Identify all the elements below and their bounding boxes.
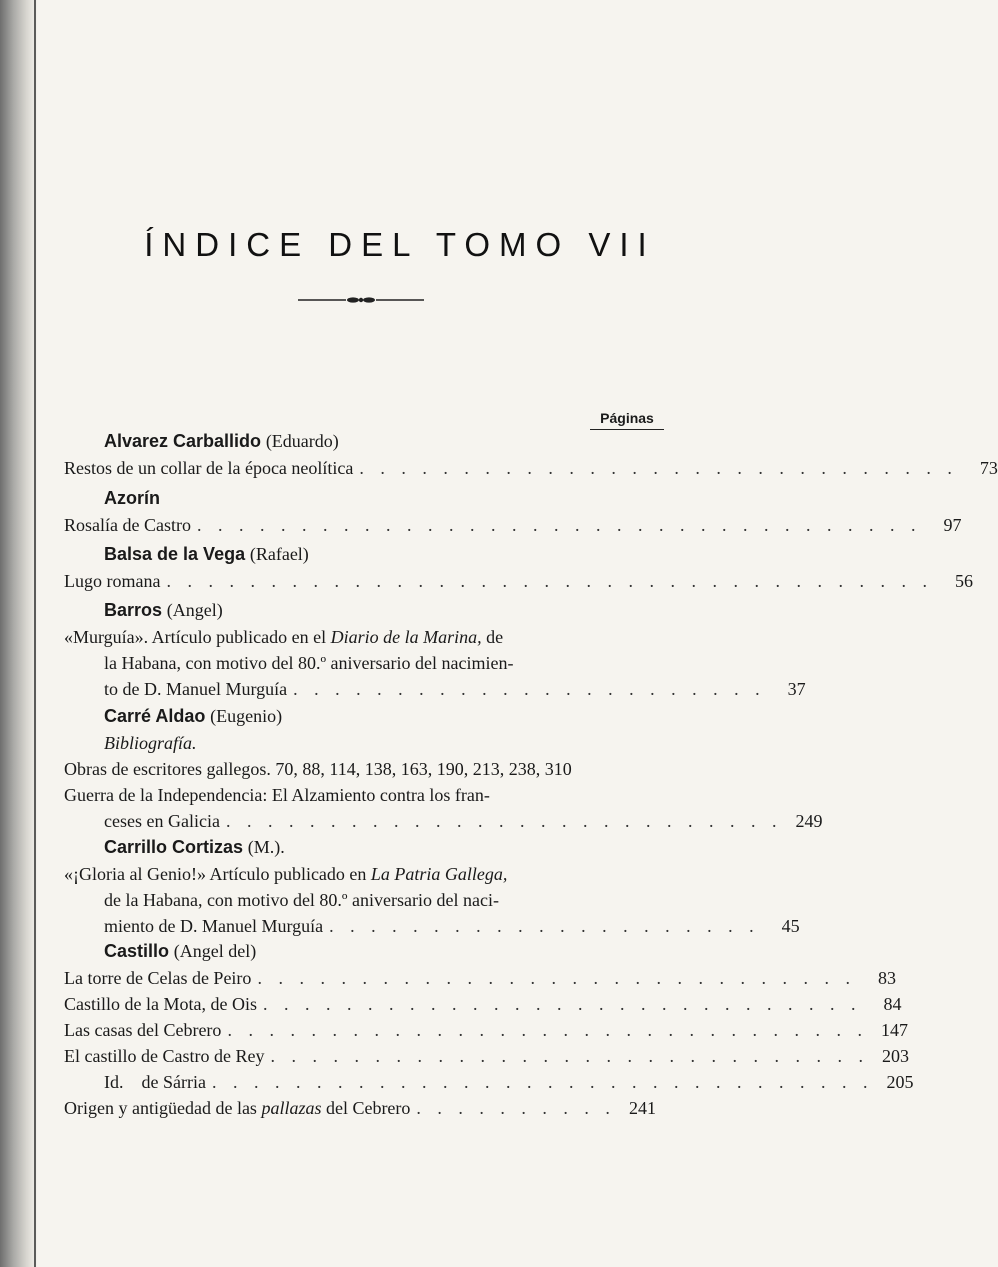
index-entry: «Murguía». Artículo publicado en el Diario de la Marina, de la Habana, con motivo del 80.º aniversario del nacimien- to de D. Manuel Murguía . . . . . . . . . . . . . . . . . . . . . . . 37 xyxy=(64,624,656,702)
entry-title: Restos de un collar de la época neolítica xyxy=(64,458,354,478)
index-section-balsa xyxy=(64,541,973,594)
entry-text: de la Habana, con motivo del 80.º aniversario del naci- xyxy=(104,890,499,910)
entry-title: miento de D. Manuel Murguía xyxy=(104,916,324,936)
entry-page: 83 xyxy=(877,968,896,988)
entry-title: La torre de Celas de Peiro xyxy=(64,968,252,988)
entry-title: Las casas del Cebrero xyxy=(64,1020,222,1040)
entry-title: Castillo de la Mota, de Ois xyxy=(64,994,257,1014)
entry-title: El castillo de Castro de Rey xyxy=(64,1046,265,1066)
entry-text: «¡Gloria al Genio!» Artículo publicado en xyxy=(64,864,371,884)
index-entry: Origen y antigüedad de las pallazas del Cebrero . . . . . . . . . . 241 xyxy=(64,1095,656,1121)
entry-page: 249 xyxy=(795,811,823,831)
entry-text: de xyxy=(481,627,504,647)
entry-page: 45 xyxy=(781,916,800,936)
section-subtitle: Bibliografía. xyxy=(104,733,197,753)
entry-page: 37 xyxy=(787,679,806,699)
entry-page: 73 xyxy=(979,458,998,478)
pages-column-header: Páginas xyxy=(590,410,664,430)
entry-page: 84 xyxy=(883,994,902,1014)
entry-text: Guerra de la Independencia: El Alzamiento contra los fran- xyxy=(64,785,490,805)
entry-page: 203 xyxy=(881,1046,909,1066)
author-heading xyxy=(104,485,656,512)
author-given-name: (Rafael) xyxy=(249,544,309,564)
index-entry: Las casas del Cebrero . . . . . . . . . . . . . . . . . . . . . . . . . . . . . . . 147 xyxy=(64,1017,656,1043)
author-given-name: (M.). xyxy=(247,837,285,857)
index-section-azorin xyxy=(64,485,962,538)
author-surname: Carré Aldao xyxy=(104,706,206,726)
page-title: ÍNDICE DEL TOMO VII xyxy=(144,226,656,263)
author-given-name: (Eduardo) xyxy=(265,431,339,451)
entry-text: «Murguía». Artículo publicado en el xyxy=(64,627,331,647)
entry-page: 97 xyxy=(943,515,962,535)
index-section-barros xyxy=(64,597,806,702)
author-heading xyxy=(104,938,656,965)
author-surname: Balsa de la Vega xyxy=(104,544,246,564)
entry-page: 241 xyxy=(629,1098,656,1118)
binding-line xyxy=(34,0,36,1267)
author-surname: Carrillo Cortizas xyxy=(104,837,244,857)
index-entry: «¡Gloria al Genio!» Artículo publicado en La Patria Gallega, de la Habana, con motivo del 80.º aniversario del naci- miento de D. Manuel Murguía . . . . . . . . . . . . . . . . . . . . . 45 xyxy=(64,861,656,939)
author-heading xyxy=(104,834,656,861)
index-entry: Rosalía de Castro . . . . . . . . . . . . . . . . . . . . . . . . . . . . . . . . . . . 97 xyxy=(64,512,656,538)
author-heading xyxy=(104,597,656,624)
index-entry: Restos de un collar de la época neolítica . . . . . . . . . . . . . . . . . . . . . . . . . . . . . 73 xyxy=(64,455,656,481)
author-surname: Azorín xyxy=(104,488,160,508)
entry-title: Rosalía de Castro xyxy=(64,515,191,535)
entry-title: Id. de Sárria xyxy=(104,1072,206,1092)
entry-page: 56 xyxy=(954,571,973,591)
entry-title: Origen y antigüedad de las xyxy=(64,1098,262,1118)
author-heading xyxy=(104,541,656,568)
entry-page: 147 xyxy=(880,1020,908,1040)
entry-page: 205 xyxy=(886,1072,914,1092)
entry-text: la Habana, con motivo del 80.º aniversario del nacimien- xyxy=(104,653,514,673)
entry-text: Obras de escritores gallegos. 70, 88, 114, 138, 163, 190, 213, 238, 310 xyxy=(64,759,572,779)
author-given-name: (Angel del) xyxy=(173,941,257,961)
page-edge-shadow xyxy=(0,0,38,1267)
author-surname: Castillo xyxy=(104,941,170,961)
entry-title: del Cebrero xyxy=(321,1098,411,1118)
index-section-alvarez xyxy=(64,428,998,481)
author-given-name: (Angel) xyxy=(166,600,223,620)
index-entry: Lugo romana . . . . . . . . . . . . . . . . . . . . . . . . . . . . . . . . . . . . . 56 xyxy=(64,568,656,594)
index-section-carrillo xyxy=(64,834,800,939)
index-section-castillo xyxy=(64,938,914,1121)
index-section-carre xyxy=(64,703,823,834)
index-entry: El castillo de Castro de Rey . . . . . . . . . . . . . . . . . . . . . . . . . . . . . 203 xyxy=(64,1043,656,1069)
author-surname: Barros xyxy=(104,600,163,620)
author-surname: Alvarez Carballido xyxy=(104,431,262,451)
index-entry: La torre de Celas de Peiro . . . . . . . . . . . . . . . . . . . . . . . . . . . . . 83 xyxy=(64,965,656,991)
author-heading xyxy=(104,703,656,730)
author-heading xyxy=(104,428,656,455)
entry-title: to de D. Manuel Murguía xyxy=(104,679,288,699)
index-entry: Castillo de la Mota, de Ois . . . . . . . . . . . . . . . . . . . . . . . . . . . . . 84 xyxy=(64,991,656,1017)
entry-publication: Diario de la Marina, xyxy=(330,627,482,647)
title-ornament xyxy=(298,292,424,308)
index-entry: Id. de Sárria . . . . . . . . . . . . . . . . . . . . . . . . . . . . . . . . 205 xyxy=(64,1069,656,1095)
entry-publication: La Patria Gallega, xyxy=(370,864,508,884)
index-entry: Guerra de la Independencia: El Alzamiento contra los fran- ceses en Galicia . . . . . . . . . . . . . . . . . . . . . . . . . . . 249 xyxy=(64,782,656,834)
author-given-name: (Eugenio) xyxy=(210,706,283,726)
entry-title: Lugo romana xyxy=(64,571,161,591)
entry-title: ceses en Galicia xyxy=(104,811,220,831)
entry-title-italic: pallazas xyxy=(261,1098,322,1118)
